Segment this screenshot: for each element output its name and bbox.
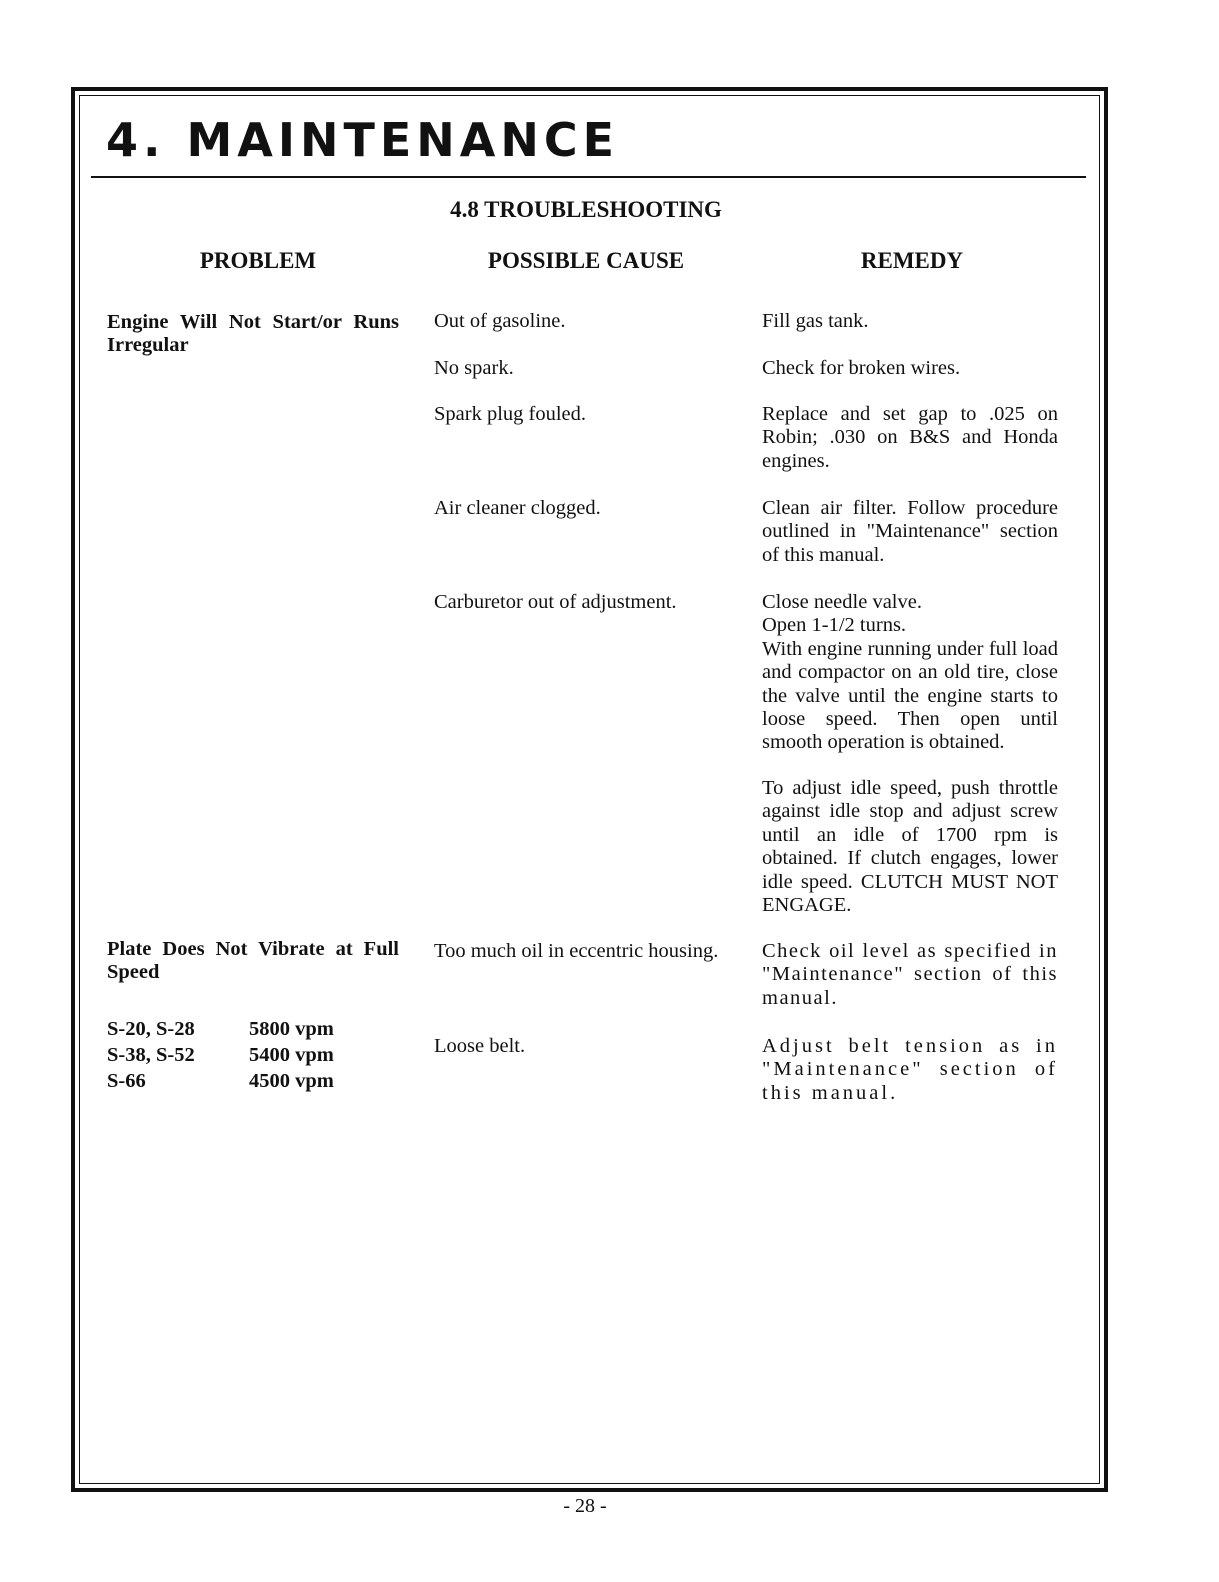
remedy-fill-gas: Fill gas tank. <box>762 310 869 332</box>
remedy-clean-air-filter: Clean air filter. Follow procedure outlined in "Maintenance" section of this manual. <box>762 497 1058 566</box>
cause-carburetor-adjustment: Carburetor out of adjustment. <box>434 591 677 613</box>
page-number: - 28 - <box>563 1495 607 1517</box>
title-divider <box>91 176 1086 178</box>
speed-model: S-20, S-28 <box>107 1018 195 1040</box>
speed-model: S-38, S-52 <box>107 1044 195 1066</box>
speed-value: 5400 vpm <box>249 1044 334 1066</box>
remedy-check-oil: Check oil level as specified in "Maintenance" section of this manual. <box>762 940 1058 1009</box>
cause-out-of-gasoline: Out of gasoline. <box>434 310 566 332</box>
cause-no-spark: No spark. <box>434 357 514 379</box>
cause-loose-belt: Loose belt. <box>434 1035 526 1057</box>
section-heading: 4.8 TROUBLESHOOTING <box>450 197 722 222</box>
cause-too-much-oil: Too much oil in eccentric housing. <box>434 940 719 962</box>
column-header-possible-cause: POSSIBLE CAUSE <box>487 248 685 273</box>
chapter-title: 4. MAINTENANCE <box>106 113 620 167</box>
remedy-needle-valve: Close needle valve. Open 1-1/2 turns. With engine running under full load and compactor on an old tire, close the valve until the engine starts to loose speed. Then open until smooth operation is obtained. <box>762 591 1058 754</box>
cause-air-cleaner-clogged: Air cleaner clogged. <box>434 497 601 519</box>
speed-value: 5800 vpm <box>249 1018 334 1040</box>
problem-engine-start: Engine Will Not Start/or Runs Irregular <box>107 311 399 357</box>
column-header-problem: PROBLEM <box>199 248 317 273</box>
speed-model: S-66 <box>107 1070 146 1092</box>
cause-spark-plug-fouled: Spark plug fouled. <box>434 403 587 425</box>
remedy-replace-plug: Replace and set gap to .025 on Robin; .030 on B&S and Honda engines. <box>762 403 1058 472</box>
speed-row <box>107 1016 367 1042</box>
remedy-idle-speed: To adjust idle speed, push throttle against idle stop and adjust screw until an idle of 1700 rpm is obtained. If clutch engages, lower idle speed. CLUTCH MUST NOT ENGAGE. <box>762 777 1058 917</box>
remedy-check-wires: Check for broken wires. <box>762 357 961 379</box>
speed-value: 4500 vpm <box>249 1070 334 1092</box>
speed-row <box>107 1068 367 1094</box>
problem-plate-vibration: Plate Does Not Vibrate at Full Speed <box>107 938 399 984</box>
remedy-adjust-belt: Adjust belt tension as in "Maintenance" section of this manual. <box>762 1035 1058 1104</box>
column-header-remedy: REMEDY <box>860 248 964 273</box>
speed-row <box>107 1042 367 1068</box>
speed-table <box>107 1016 367 1094</box>
